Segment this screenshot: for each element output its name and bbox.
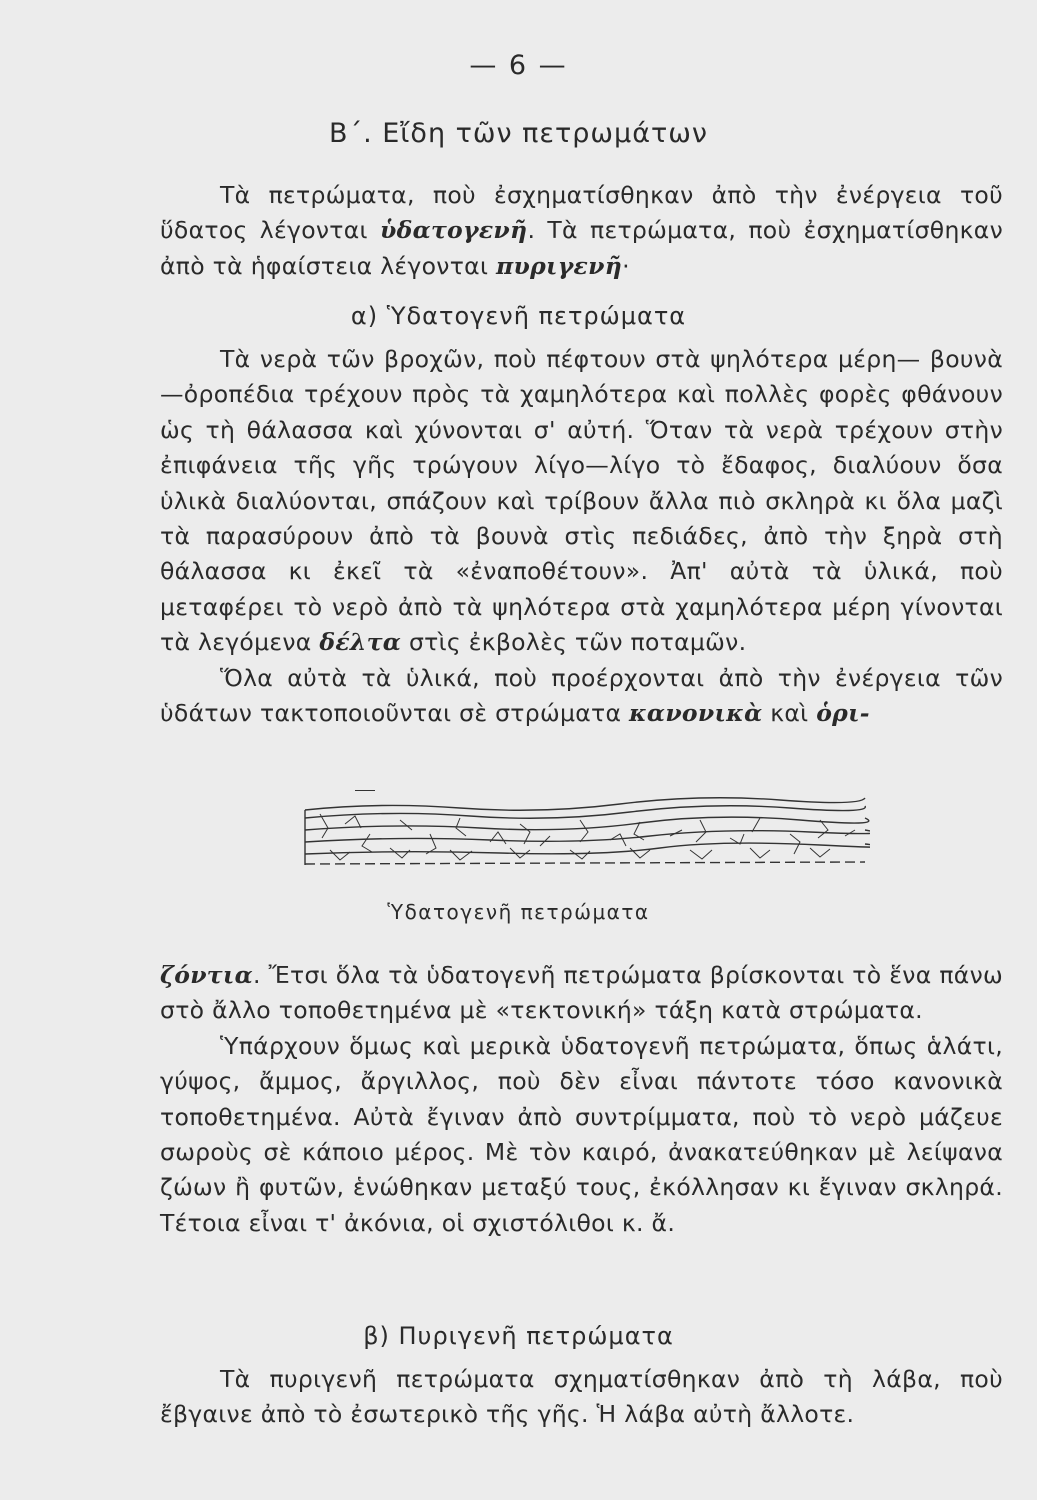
intro-text-1: Τὰ πετρώματα, ποὺ ἐσχηματίσθηκαν ἀπὸ τὴν ἐνέργεια τοῦ ὕδατος λέγονται [160, 181, 1003, 245]
term-hydatogene: ὑδατογενῆ [379, 216, 528, 245]
paragraph-a3 [160, 958, 1003, 1241]
paragraph-b1-container [160, 1362, 1003, 1433]
paragraph-a2-text-mid: καὶ [762, 699, 817, 728]
term-orizontia-start: ὁρι- [816, 699, 870, 728]
intro-text-2: . Τὰ πετρώματα, ποὺ ἐσχηματίσθηκαν ἀπὸ τὰ ἡφαίστεια λέγονται [160, 216, 1004, 280]
paragraph-a2-text: Ὅλα αὐτὰ τὰ ὑλικά, ποὺ προέρχονται ἀπὸ τὴν ἐνέργεια τῶν ὑδάτων τακτοποιοῦνται σὲ στρώματα [160, 663, 1003, 728]
figure-caption: Ὑδατογενῆ πετρώματα [387, 900, 650, 924]
section-title [0, 118, 1037, 149]
paragraph-a3-text: . Ἔτσι ὅλα τὰ ὑδατογενῆ πετρώματα βρίσκονται τὸ ἕνα πάνω στὸ ἄλλο τοποθετημένα μὲ «τεκτονική» τάξη κατὰ στρώματα. [160, 961, 1003, 1025]
paragraph-a1 [160, 342, 1003, 731]
paragraph-a1-text: Τὰ νερὰ τῶν βροχῶν, ποὺ πέφτουν στὰ ψηλότερα μέρη— βουνὰ—ὀροπέδια τρέχουν πρὸς τὰ χαμηλότερα καὶ πολλὲς φορὲς φθάνουν ὡς τὴ θάλασσα καὶ χύνονται σ' αὐτή. Ὅταν τὰ νερὰ τρέχουν στὴν ἐπιφάνεια τῆς γῆς τρώγουν λίγο—λίγο τὸ ἔδαφος, διαλύουν ὅσα ὑλικὰ διαλύονται, σπάζουν καὶ τρίβουν ἄλλα πιὸ σκληρὰ κι ὅλα μαζὶ τὰ παρασύρουν ἀπὸ τὰ βουνὰ στὶς πεδιάδες, ἀπὸ τὴν ξηρὰ στὴ θάλασσα κι ἐκεῖ τὰ «ἐναποθέτουν». Ἀπ' αὐτὰ τὰ ὑλικά, ποὺ μεταφέρει τὸ νερὸ ἀπὸ τὰ ψηλότερα στὰ χαμηλότερα μέρη γίνονται τὰ λεγόμενα [160, 345, 1003, 657]
intro-text-3: · [622, 251, 630, 280]
term-pyrigene: πυριγενῆ [495, 251, 623, 280]
page-number: — 6 — [469, 50, 568, 81]
subsection-a-title [0, 302, 1037, 330]
term-orizontia-end: ζόντια [160, 961, 253, 989]
subsection-b-title [0, 1322, 1037, 1350]
term-kanonika: κανονικὰ [629, 699, 763, 728]
subsection-a-title-text: α) Ὑδατογενῆ πετρώματα [350, 302, 687, 330]
paragraph-b1: Τὰ πυριγενῆ πετρώματα σχηματίσθηκαν ἀπὸ τὴ λάβα, ποὺ ἔβγαινε ἀπὸ τὸ ἐσωτερικὸ τῆς γῆς. Ἡ λάβα αὐτὴ ἄλλοτε. [160, 1365, 1003, 1429]
section-title-text: Β΄. Εἴδη τῶν πετρωμάτων [329, 118, 708, 149]
paragraph-a1-text-end: στὶς ἐκβολὲς τῶν ποταμῶν. [401, 628, 747, 657]
paragraph-a4: Ὑπάρχουν ὅμως καὶ μερικὰ ὑδατογενῆ πετρώματα, ὅπως ἁλάτι, γύψος, ἄμμος, ἄργιλλος, ποὺ δὲν εἶναι πάντοτε τόσο κανονικὰ τοποθετημένα. Αὐτὰ ἔγιναν ἀπὸ συντρίμματα, ποὺ τὸ νερὸ μάζευε σωροὺς σὲ κάποιο μέρος. Μὲ τὸν καιρό, ἀνακατεύθηκαν μὲ λείψανα ζώων ἢ φυτῶν, ἑνώθηκαν μεταξύ τους, ἐκόλλησαν κι ἔγιναν σκληρά. Τέτοια εἶναι τ' ἀκόνια, οἱ σχιστόλιθοι κ. ἄ. [160, 1031, 1003, 1237]
intro-paragraph [160, 178, 1003, 284]
subsection-b-title-text: β) Πυριγενῆ πετρώματα [363, 1322, 674, 1350]
sedimentary-layers-figure [300, 790, 870, 875]
term-delta: δέλτα [319, 628, 402, 657]
